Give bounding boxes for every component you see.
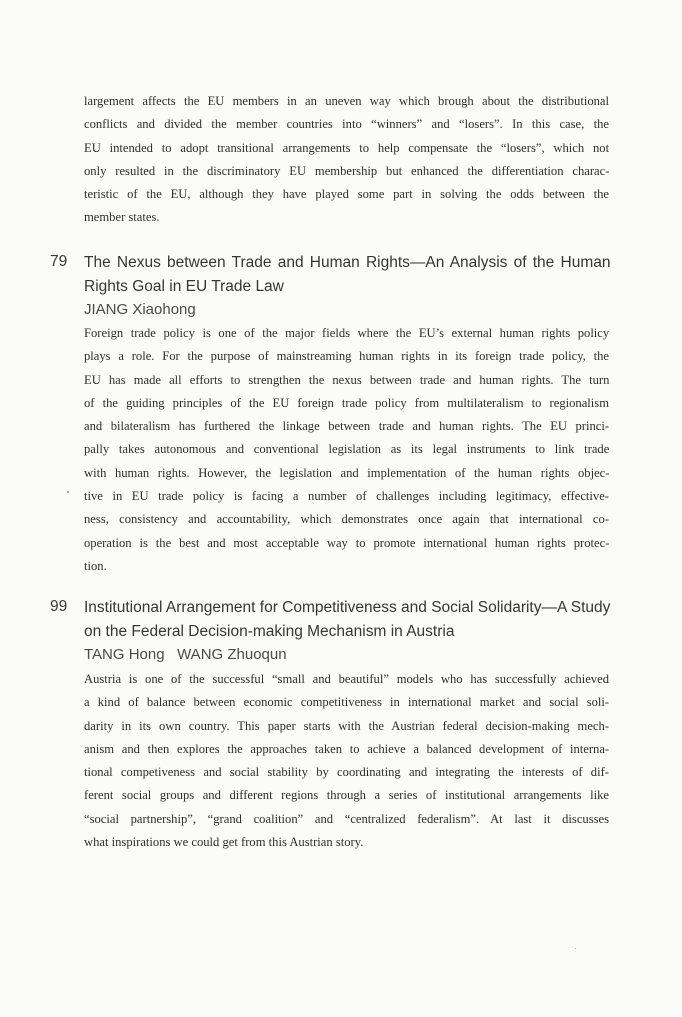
- abstract-line: only resulted in the discriminatory EU membership but enhanced the differentiation charac-: [84, 163, 610, 178]
- entry-page-number[interactable]: 99: [50, 598, 68, 615]
- abstract-line: tive in EU trade policy is facing a number of challenges including legitimacy, effective-: [84, 489, 609, 504]
- abstract-line: and bilateralism has furthered the linkage between trade and human rights. The EU princi-: [84, 419, 610, 434]
- title-line: Institutional Arrangement for Competitiveness and Social Solidarity—A Study: [84, 599, 611, 616]
- entry-authors: TANG Hong WANG Zhuoqun: [84, 646, 287, 663]
- abstract-line: EU has made all efforts to strengthen the nexus between trade and human rights. The turn: [84, 372, 610, 387]
- abstract-line: largement affects the EU members in an uneven way which brough about the distributional: [84, 94, 609, 108]
- entry-abstract: [84, 668, 609, 854]
- title-line: Rights Goal in EU Trade Law: [84, 278, 284, 295]
- abstract-line: plays a role. For the purpose of mainstreaming human rights in its foreign trade policy, the: [84, 349, 609, 364]
- entry-title[interactable]: [84, 596, 610, 644]
- abstract-line: EU intended to adopt transitional arrangements to help compensate the “losers”, which not: [84, 140, 610, 155]
- abstract-line: “social partnership”, “grand coalition” and “centralized federalism”. At last it discusses: [84, 811, 609, 826]
- title-line: on the Federal Decision-making Mechanism in Austria: [84, 623, 455, 640]
- abstract-line: Austria is one of the successful “small and beautiful” models who has successfully achieved: [84, 672, 609, 686]
- entry-abstract: [84, 322, 609, 578]
- abstract-line: operation is the best and most acceptable way to promote international human rights protec-: [84, 535, 610, 550]
- abstract-line: ferent social groups and different regions through a series of institutional arrangements like: [84, 788, 610, 803]
- abstract-line: member states.: [84, 210, 160, 225]
- abstract-line: ness, consistency and accountability, which demonstrates once again that international co-: [84, 512, 609, 527]
- abstract-line: teristic of the EU, although they have played some part in solving the odds between the: [84, 187, 609, 202]
- abstract-line: tion.: [84, 558, 107, 573]
- entry-page-number[interactable]: 79: [50, 253, 68, 270]
- abstract-line: of the guiding principles of the EU foreign trade policy from multilateralism to regionalism: [84, 395, 609, 410]
- abstract-line: with human rights. However, the legislation and implementation of the human rights objec-: [84, 465, 610, 480]
- abstract-line: what inspirations we could get from this Austrian story.: [84, 835, 364, 850]
- abstract-line: anism and then explores the approaches taken to achieve a balanced development of interna-: [84, 741, 610, 756]
- abstract-line: conflicts and divided the member countries into “winners” and “losers”. In this case, the: [84, 117, 609, 132]
- abstract-line: tional competiveness and social stability by coordinating and integrating the interests of dif-: [84, 765, 609, 780]
- entry-title[interactable]: [84, 251, 610, 299]
- title-line: The Nexus between Trade and Human Rights—An Analysis of the Human: [84, 254, 611, 271]
- abstract-line: pally takes autonomous and conventional legislation as its legal instruments to link trade: [84, 442, 610, 457]
- scan-speck: [67, 491, 69, 493]
- abstract-line: darity in its own country. This paper starts with the Austrian federal decision-making mech-: [84, 718, 610, 733]
- abstract-line: a kind of balance between economic competitiveness in international market and social soli-: [84, 695, 610, 710]
- scan-speck: [575, 948, 576, 949]
- abstract-line: Foreign trade policy is one of the major fields where the EU’s external human rights policy: [84, 326, 610, 340]
- entry-authors: JIANG Xiaohong: [84, 301, 196, 318]
- continued-abstract: [84, 90, 609, 230]
